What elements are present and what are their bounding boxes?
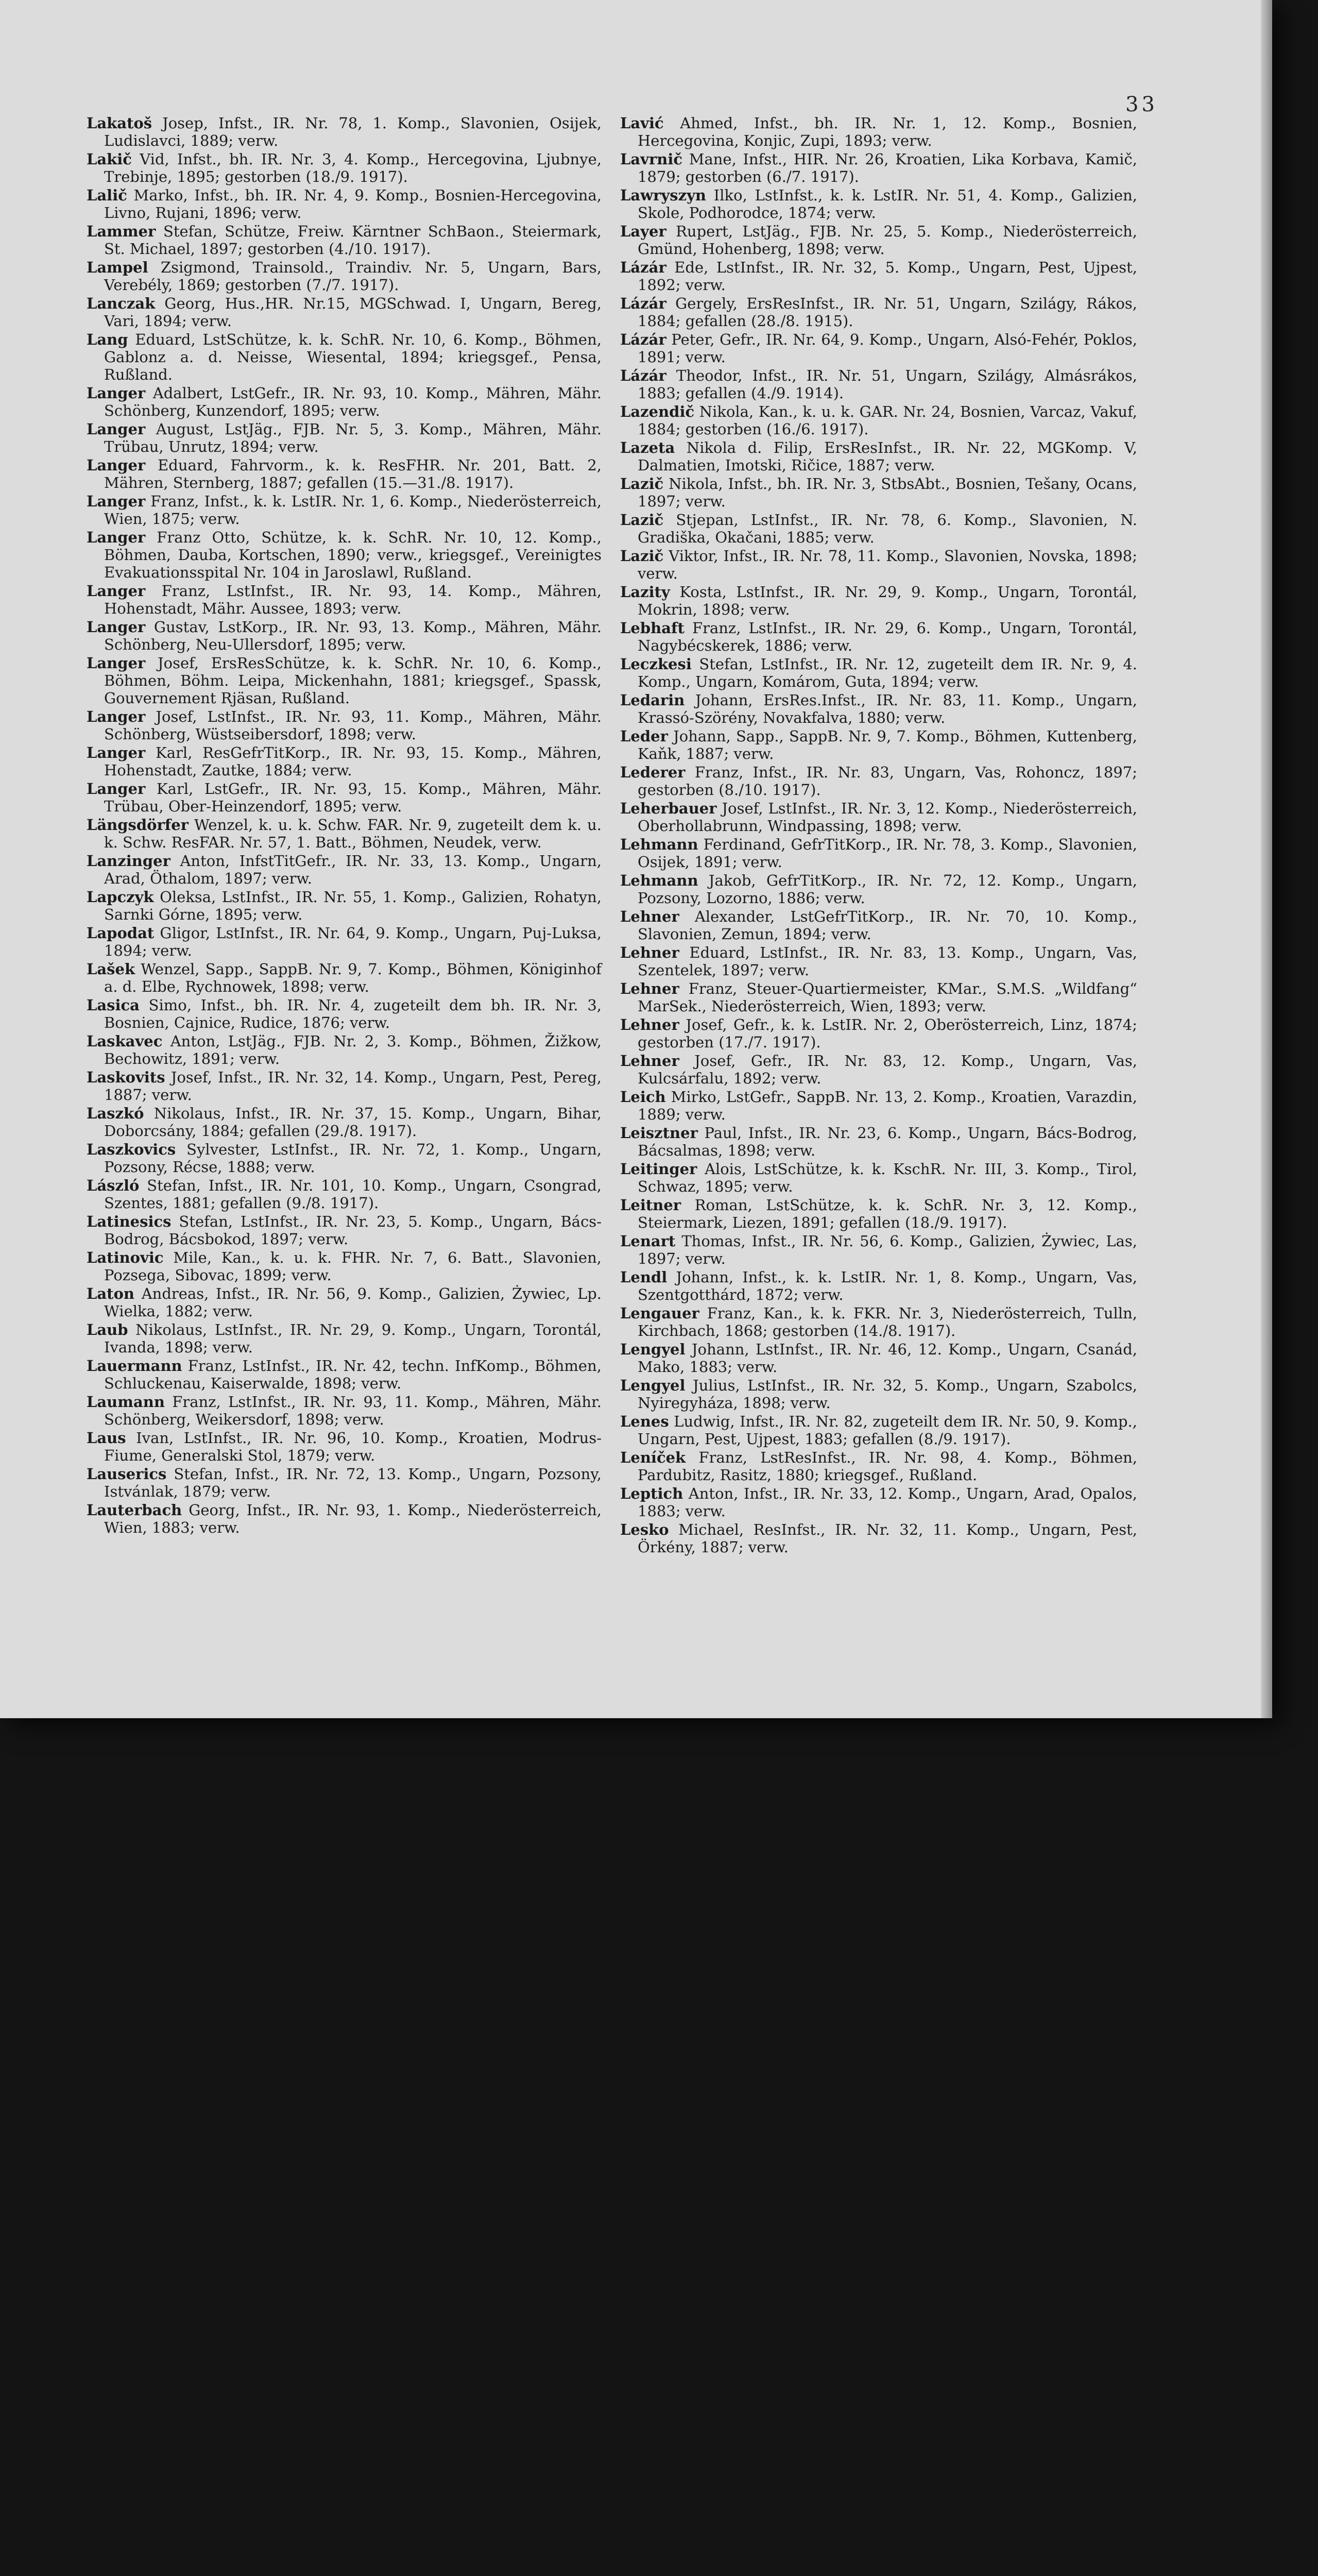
entry-details: Ilko, LstInfst., k. k. LstIR. Nr. 51, 4. Komp., Galizien, Skole, Podhorodce, 1874; verw. (638, 187, 1137, 222)
entry-surname: Langer (87, 529, 146, 546)
register-entry (87, 780, 602, 815)
register-entry (620, 655, 1137, 690)
entry-surname: Lazeta (620, 439, 675, 456)
register-entry (87, 187, 602, 222)
register-entry (620, 764, 1137, 799)
entry-details: Theodor, Infst., IR. Nr. 51, Ungarn, Szilágy, Almásrákos, 1883; gefallen (4./9. 1914). (638, 367, 1137, 402)
entry-details: Eduard, Fahrvorm., k. k. ResFHR. Nr. 201, Batt. 2, Mähren, Sternberg, 1887; gefallen (15.—31./8. 1917). (104, 456, 602, 492)
entry-details: Franz, Infst., k. k. LstIR. Nr. 1, 6. Komp., Niederösterreich, Wien, 1875; verw. (104, 493, 602, 528)
register-entry (87, 493, 602, 528)
entry-details: Georg, Infst., IR. Nr. 93, 1. Komp., Niederösterreich, Wien, 1883; verw. (104, 1501, 602, 1536)
register-entry (87, 1213, 602, 1248)
register-entry (87, 816, 602, 851)
entry-details: Johann, ErsRes.Infst., IR. Nr. 83, 11. Komp., Ungarn, Krassó-Szörény, Novakfalva, 1880; verw. (638, 691, 1137, 726)
register-entry (87, 114, 602, 149)
right-column (620, 114, 1137, 1557)
entry-surname: Langer (87, 384, 146, 402)
register-entry (87, 1429, 602, 1464)
entry-surname: Laszkovics (87, 1141, 176, 1158)
entry-details: Rupert, LstJäg., FJB. Nr. 25, 5. Komp., Niederösterreich, Gmünd, Hohenberg, 1898; verw. (638, 223, 1137, 258)
register-entry (620, 1485, 1137, 1520)
register-entry (87, 708, 602, 743)
register-entry (620, 367, 1137, 402)
entry-surname: Lehner (620, 908, 679, 925)
entry-details: Josef, Infst., IR. Nr. 32, 14. Komp., Ungarn, Pest, Pereg, 1887; verw. (104, 1069, 602, 1104)
entry-details: Stefan, Infst., IR. Nr. 101, 10. Komp., Ungarn, Csongrad, Szentes, 1881; gefallen (9./8. 1917). (104, 1177, 602, 1212)
entry-details: Sylvester, LstInfst., IR. Nr. 72, 1. Komp., Ungarn, Pozsony, Récse, 1888; verw. (104, 1141, 602, 1176)
entry-details: Viktor, Infst., IR. Nr. 78, 11. Komp., Slavonien, Novska, 1898; verw. (638, 547, 1137, 582)
entry-surname: Lazič (620, 475, 664, 493)
entry-surname: Langer (87, 618, 146, 636)
register-entry (87, 295, 602, 330)
entry-surname: Laskavec (87, 1032, 163, 1050)
register-entry (87, 996, 602, 1031)
entry-surname: Lazič (620, 547, 664, 565)
register-entry (620, 1341, 1137, 1376)
register-entry (87, 529, 602, 581)
entry-surname: Lázár (620, 259, 666, 276)
register-entry (87, 744, 602, 779)
register-entry (620, 1449, 1137, 1484)
register-entry (620, 800, 1137, 835)
register-entry (87, 1321, 602, 1356)
register-entry (87, 1285, 602, 1320)
register-entry (87, 1105, 602, 1140)
entry-surname: Layer (620, 223, 666, 240)
register-entry (620, 1196, 1137, 1231)
entry-details: Josef, Gefr., k. k. LstIR. Nr. 2, Oberösterreich, Linz, 1874; gestorben (17./7. 1917). (638, 1016, 1137, 1051)
entry-details: Josep, Infst., IR. Nr. 78, 1. Komp., Slavonien, Osijek, Ludislavci, 1889; verw. (104, 114, 602, 149)
entry-surname: Lavrnič (620, 150, 683, 168)
entry-details: Franz, LstResInfst., IR. Nr. 98, 4. Komp., Böhmen, Pardubitz, Rasitz, 1880; kriegsgef., Rußland. (638, 1449, 1137, 1484)
register-entry (87, 1032, 602, 1067)
entry-details: Johann, Infst., k. k. LstIR. Nr. 1, 8. Komp., Ungarn, Vas, Szentgotthárd, 1872; verw. (638, 1268, 1137, 1303)
entry-surname: Lehner (620, 980, 679, 997)
entry-details: Paul, Infst., IR. Nr. 23, 6. Komp., Ungarn, Bács-Bodrog, Bácsalmas, 1898; verw. (638, 1124, 1137, 1159)
entry-surname: Leder (620, 727, 668, 745)
entry-surname: Leitinger (620, 1160, 697, 1178)
entry-details: Kosta, LstInfst., IR. Nr. 29, 9. Komp., Ungarn, Torontál, Mokrin, 1898; verw. (638, 583, 1137, 618)
entry-details: Gergely, ErsResInfst., IR. Nr. 51, Ungarn, Szilágy, Rákos, 1884; gefallen (28./8. 1915). (638, 295, 1137, 330)
entry-details: Franz, LstInfst., IR. Nr. 93, 14. Komp., Mähren, Hohenstadt, Mähr. Aussee, 1893; verw. (104, 582, 602, 617)
entry-details: Nikolaus, Infst., IR. Nr. 37, 15. Komp., Ungarn, Bihar, Doborcsány, 1884; gefallen (29./8. 1917). (104, 1105, 602, 1140)
left-column (87, 114, 602, 1537)
entry-surname: Laskovits (87, 1069, 165, 1086)
entry-surname: Lang (87, 331, 128, 348)
register-entry (87, 582, 602, 617)
register-entry (87, 259, 602, 294)
register-entry (620, 1268, 1137, 1303)
register-entry (87, 1249, 602, 1284)
entry-surname: Lakič (87, 150, 132, 168)
entry-details: Nikola d. Filip, ErsResInfst., IR. Nr. 22, MGKomp. V, Dalmatien, Imotski, Ričice, 1887; verw. (638, 439, 1137, 474)
entry-details: Anton, LstJäg., FJB. Nr. 2, 3. Komp., Böhmen, Žižkow, Bechowitz, 1891; verw. (104, 1032, 602, 1067)
entry-details: Eduard, LstInfst., IR. Nr. 83, 13. Komp., Ungarn, Vas, Szentelek, 1897; verw. (638, 944, 1137, 979)
entry-surname: Langer (87, 780, 146, 798)
register-entry (620, 439, 1137, 474)
entry-surname: Langer (87, 582, 146, 600)
entry-surname: Laton (87, 1285, 135, 1302)
entry-details: Stefan, LstInfst., IR. Nr. 12, zugeteilt dem IR. Nr. 9, 4. Komp., Ungarn, Komárom, Guta, 1894; verw. (638, 655, 1137, 690)
entry-surname: Lederer (620, 764, 686, 781)
entry-surname: Lammer (87, 223, 156, 240)
entry-surname: Lauserics (87, 1465, 167, 1483)
entry-surname: Leczkesi (620, 655, 692, 673)
entry-details: Thomas, Infst., IR. Nr. 56, 6. Komp., Galizien, Żywiec, Las, 1897; verw. (638, 1232, 1137, 1267)
register-entry (620, 150, 1137, 185)
entry-surname: Lapczyk (87, 888, 154, 906)
entry-surname: Laumann (87, 1393, 165, 1411)
entry-details: Mile, Kan., k. u. k. FHR. Nr. 7, 6. Batt., Slavonien, Pozsega, Sibovac, 1899; verw. (104, 1249, 602, 1284)
register-entry (620, 1016, 1137, 1051)
register-entry (87, 331, 602, 383)
entry-surname: Langer (87, 493, 146, 510)
entry-details: Josef, ErsResSchütze, k. k. SchR. Nr. 10, 6. Komp., Böhmen, Böhm. Leipa, Mickenhahn, 1881; kriegsgef., Spassk, Gouvernement Rjäsan, Rußland. (104, 654, 602, 707)
register-entry (620, 1052, 1137, 1087)
register-entry (620, 1160, 1137, 1195)
register-entry (87, 852, 602, 887)
entry-details: Mirko, LstGefr., SappB. Nr. 13, 2. Komp., Kroatien, Varazdin, 1889; verw. (638, 1088, 1137, 1123)
entry-details: Roman, LstSchütze, k. k. SchR. Nr. 3, 12. Komp., Steiermark, Liezen, 1891; gefallen (18./9. 1917). (638, 1196, 1137, 1231)
entry-details: Nikolaus, LstInfst., IR. Nr. 29, 9. Komp., Ungarn, Torontál, Ivanda, 1898; verw. (104, 1321, 602, 1356)
entry-surname: Latinovic (87, 1249, 164, 1266)
entry-details: Simo, Infst., bh. IR. Nr. 4, zugeteilt dem bh. IR. Nr. 3, Bosnien, Cajnice, Rudice, 1876; verw. (104, 996, 602, 1031)
register-entry (620, 1088, 1137, 1123)
register-entry (87, 420, 602, 455)
entry-details: August, LstJäg., FJB. Nr. 5, 3. Komp., Mähren, Mähr. Trübau, Unrutz, 1894; verw. (104, 420, 602, 455)
entry-details: Gustav, LstKorp., IR. Nr. 93, 13. Komp., Mähren, Mähr. Schönberg, Neu-Ullersdorf, 1895; verw. (104, 618, 602, 653)
entry-surname: Lazity (620, 583, 670, 601)
register-entry (620, 187, 1137, 222)
entry-surname: Lesko (620, 1521, 669, 1538)
entry-surname: Lampel (87, 259, 148, 276)
entry-details: Josef, Gefr., IR. Nr. 83, 12. Komp., Ungarn, Vas, Kulcsárfalu, 1892; verw. (638, 1052, 1137, 1087)
entry-details: Nikola, Infst., bh. IR. Nr. 3, StbsAbt., Bosnien, Tešany, Ocans, 1897; verw. (638, 475, 1137, 510)
entry-details: Zsigmond, Trainsold., Traindiv. Nr. 5, Ungarn, Bars, Verebély, 1869; gestorben (7./7. 1917). (104, 259, 602, 294)
entry-details: Ede, LstInfst., IR. Nr. 32, 5. Komp., Ungarn, Pest, Ujpest, 1892; verw. (638, 259, 1137, 294)
register-entry (620, 691, 1137, 726)
entry-details: Michael, ResInfst., IR. Nr. 32, 11. Komp., Ungarn, Pest, Örkény, 1887; verw. (638, 1521, 1137, 1556)
entry-details: Franz, Kan., k. k. FKR. Nr. 3, Niederösterreich, Tulln, Kirchbach, 1868; gestorben (14./8. 1917). (638, 1304, 1137, 1340)
register-entry (87, 150, 602, 185)
page-edge (1261, 0, 1272, 1718)
register-entry (87, 1465, 602, 1500)
entry-details: Jakob, GefrTitKorp., IR. Nr. 72, 12. Komp., Ungarn, Pozsony, Lozorno, 1886; verw. (638, 872, 1137, 907)
entry-details: Franz, LstInfst., IR. Nr. 93, 11. Komp., Mähren, Mähr. Schönberg, Weikersdorf, 1898; verw. (104, 1393, 602, 1428)
entry-details: Alois, LstSchütze, k. k. KschR. Nr. III, 3. Komp., Tirol, Schwaz, 1895; verw. (638, 1160, 1137, 1195)
register-entry (87, 223, 602, 258)
register-entry (87, 618, 602, 653)
entry-details: Eduard, LstSchütze, k. k. SchR. Nr. 10, 6. Komp., Böhmen, Gablonz a. d. Neisse, Wiesental, 1894; kriegsgef., Pensa, Rußland. (104, 331, 602, 383)
entry-details: Franz, Infst., IR. Nr. 83, Ungarn, Vas, Rohoncz, 1897; gestorben (8./10. 1917). (638, 764, 1137, 799)
entry-surname: Lebhaft (620, 619, 684, 637)
entry-surname: Langer (87, 708, 146, 725)
entry-details: Ivan, LstInfst., IR. Nr. 96, 10. Komp., Kroatien, Modrus-Fiume, Generalski Stol, 1879; verw. (104, 1429, 602, 1464)
entry-details: Alexander, LstGefrTitKorp., IR. Nr. 70, 10. Komp., Slavonien, Zemun, 1894; verw. (638, 908, 1137, 943)
entry-details: Anton, InfstTitGefr., IR. Nr. 33, 13. Komp., Ungarn, Arad, Öthalom, 1897; verw. (104, 852, 602, 887)
entry-surname: Lengyel (620, 1377, 686, 1394)
entry-surname: Lehmann (620, 836, 698, 853)
register-entry (620, 836, 1137, 871)
entry-surname: Lavić (620, 114, 664, 132)
entry-details: Franz, LstInfst., IR. Nr. 29, 6. Komp., Ungarn, Torontál, Nagybécskerek, 1886; verw. (638, 619, 1137, 654)
register-entry (620, 583, 1137, 618)
entry-surname: Lengyel (620, 1341, 686, 1358)
entry-details: Franz, Steuer-Quartiermeister, KMar., S.M.S. „Wildfang“ MarSek., Niederösterreich, Wien, 1893; verw. (638, 980, 1137, 1015)
entry-details: Nikola, Kan., k. u. k. GAR. Nr. 24, Bosnien, Varcaz, Vakuf, 1884; gestorben (16./6. 1917). (638, 403, 1137, 438)
entry-details: Ludwig, Infst., IR. Nr. 82, zugeteilt dem IR. Nr. 50, 9. Komp., Ungarn, Pest, Ujpest, 1883; gefallen (8./9. 1917). (638, 1413, 1137, 1448)
entry-details: Vid, Infst., bh. IR. Nr. 3, 4. Komp., Hercegovina, Ljubnye, Trebinje, 1895; gestorben (18./9. 1917). (104, 150, 602, 185)
entry-surname: Leitner (620, 1196, 681, 1214)
entry-surname: László (87, 1177, 140, 1194)
entry-surname: Längsdörfer (87, 816, 189, 834)
entry-surname: Lanczak (87, 295, 156, 312)
entry-surname: Lazič (620, 511, 664, 529)
register-entry (620, 1413, 1137, 1448)
entry-details: Stefan, LstInfst., IR. Nr. 23, 5. Komp., Ungarn, Bács-Bodrog, Bácsbokod, 1897; verw. (104, 1213, 602, 1248)
register-entry (620, 980, 1137, 1015)
entry-surname: Lázár (620, 295, 666, 312)
register-entry (620, 944, 1137, 979)
register-entry (87, 456, 602, 492)
entry-details: Georg, Hus.,HR. Nr.15, MGSchwad. I, Ungarn, Bereg, Vari, 1894; verw. (104, 295, 602, 330)
register-entry (620, 872, 1137, 907)
register-entry (620, 908, 1137, 943)
entry-surname: Leich (620, 1088, 666, 1106)
register-entry (620, 403, 1137, 438)
entry-surname: Laus (87, 1429, 126, 1447)
entry-details: Anton, Infst., IR. Nr. 33, 12. Komp., Ungarn, Arad, Opalos, 1883; verw. (638, 1485, 1137, 1520)
entry-surname: Lauterbach (87, 1501, 182, 1519)
entry-surname: Langer (87, 744, 146, 761)
register-entry (87, 1069, 602, 1104)
register-entry (620, 547, 1137, 582)
entry-surname: Leherbauer (620, 800, 717, 817)
register-entry (87, 960, 602, 995)
entry-details: Johann, Sapp., SappB. Nr. 9, 7. Komp., Böhmen, Kuttenberg, Kaňk, 1887; verw. (638, 727, 1137, 762)
entry-surname: Lapodat (87, 924, 155, 942)
entry-surname: Lauermann (87, 1357, 182, 1375)
entry-details: Stefan, Infst., IR. Nr. 72, 13. Komp., Ungarn, Pozsony, Istvánlak, 1879; verw. (104, 1465, 602, 1500)
register-entry (87, 1393, 602, 1428)
entry-details: Andreas, Infst., IR. Nr. 56, 9. Komp., Galizien, Żywiec, Lp. Wielka, 1882; verw. (104, 1285, 602, 1320)
entry-details: Franz, LstInfst., IR. Nr. 42, techn. InfKomp., Böhmen, Schluckenau, Kaiserwalde, 1898; verw. (104, 1357, 602, 1392)
register-entry (620, 1521, 1137, 1556)
register-entry (620, 727, 1137, 762)
entry-surname: Langer (87, 456, 146, 474)
register-entry (87, 924, 602, 959)
entry-surname: Lanzinger (87, 852, 170, 870)
entry-surname: Lázár (620, 367, 666, 384)
entry-surname: Lehmann (620, 872, 698, 889)
entry-details: Marko, Infst., bh. IR. Nr. 4, 9. Komp., Bosnien-Hercegovina, Livno, Rujani, 1896; verw. (104, 187, 602, 222)
entry-surname: Leptich (620, 1485, 683, 1502)
entry-surname: Langer (87, 654, 146, 672)
entry-details: Peter, Gefr., IR. Nr. 64, 9. Komp., Ungarn, Alsó-Fehér, Poklos, 1891; verw. (638, 331, 1137, 366)
entry-surname: Lenart (620, 1232, 676, 1250)
entry-surname: Laszkó (87, 1105, 144, 1122)
register-entry (620, 295, 1137, 330)
register-entry (620, 1232, 1137, 1267)
register-entry (87, 1141, 602, 1176)
page-number: 33 (1125, 93, 1158, 116)
register-entry (87, 888, 602, 923)
entry-surname: Lázár (620, 331, 666, 348)
viewer-footer (0, 1718, 1318, 1835)
entry-surname: Lazendič (620, 403, 695, 420)
entry-details: Franz Otto, Schütze, k. k. SchR. Nr. 10, 12. Komp., Böhmen, Dauba, Kortschen, 1890; verw., kriegsgef., Vereinigtes Evakuationsspital Nr. 104 in Jaroslawl, Rußland. (104, 529, 602, 581)
register-entry (620, 114, 1137, 149)
register-entry (620, 475, 1137, 510)
entry-details: Stjepan, LstInfst., IR. Nr. 78, 6. Komp., Slavonien, N. Gradiška, Okačani, 1885; verw. (638, 511, 1137, 546)
register-entry (620, 619, 1137, 654)
entry-surname: Lengauer (620, 1304, 699, 1322)
entry-surname: Lakatoš (87, 114, 152, 132)
entry-surname: Lawryszyn (620, 187, 707, 204)
register-entry (620, 223, 1137, 258)
entry-surname: Laub (87, 1321, 128, 1338)
entry-details: Adalbert, LstGefr., IR. Nr. 93, 10. Komp., Mähren, Mähr. Schönberg, Kunzendorf, 1895; verw. (104, 384, 602, 419)
register-entry (620, 331, 1137, 366)
register-entry (620, 511, 1137, 546)
register-entry (620, 1377, 1137, 1412)
entry-surname: Leisztner (620, 1124, 698, 1142)
entry-surname: Latinesics (87, 1213, 172, 1230)
register-entry (87, 1501, 602, 1536)
entry-details: Mane, Infst., HIR. Nr. 26, Kroatien, Lika Korbava, Kamič, 1879; gestorben (6./7. 1917). (638, 150, 1137, 185)
entry-surname: Lehner (620, 1016, 679, 1033)
entry-details: Ahmed, Infst., bh. IR. Nr. 1, 12. Komp., Bosnien, Hercegovina, Konjic, Zupi, 1893; verw. (638, 114, 1137, 149)
entry-details: Josef, LstInfst., IR. Nr. 3, 12. Komp., Niederösterreich, Oberhollabrunn, Windpassing, 1898; verw. (638, 800, 1137, 835)
entry-details: Oleksa, LstInfst., IR. Nr. 55, 1. Komp., Galizien, Rohatyn, Sarnki Górne, 1895; verw. (104, 888, 602, 923)
entry-surname: Leníček (620, 1449, 686, 1466)
entry-surname: Lenes (620, 1413, 669, 1430)
entry-details: Ferdinand, GefrTitKorp., IR. Nr. 78, 3. Komp., Slavonien, Osijek, 1891; verw. (638, 836, 1137, 871)
entry-details: Stefan, Schütze, Freiw. Kärntner SchBaon., Steiermark, St. Michael, 1897; gestorben (4./10. 1917). (104, 223, 602, 258)
register-entry (87, 384, 602, 419)
entry-details: Karl, LstGefr., IR. Nr. 93, 15. Komp., Mähren, Mähr. Trübau, Ober-Heinzendorf, 1895; verw. (104, 780, 602, 815)
entry-details: Julius, LstInfst., IR. Nr. 32, 5. Komp., Ungarn, Szabolcs, Nyiregyháza, 1898; verw. (638, 1377, 1137, 1412)
entry-surname: Lehner (620, 1052, 679, 1070)
register-entry (620, 1304, 1137, 1340)
entry-surname: Lašek (87, 960, 135, 978)
register-entry (87, 1177, 602, 1212)
entry-surname: Lalič (87, 187, 127, 204)
register-entry (620, 1124, 1137, 1159)
entry-details: Wenzel, k. u. k. Schw. FAR. Nr. 9, zugeteilt dem k. u. k. Schw. ResFAR. Nr. 57, 1. Batt., Böhmen, Neudek, verw. (104, 816, 602, 851)
register-entry (87, 654, 602, 707)
entry-surname: Langer (87, 420, 146, 438)
entry-surname: Lasica (87, 996, 140, 1014)
entry-details: Wenzel, Sapp., SappB. Nr. 9, 7. Komp., Böhmen, Königinhof a. d. Elbe, Rychnowek, 1898; verw. (104, 960, 602, 995)
entry-details: Gligor, LstInfst., IR. Nr. 64, 9. Komp., Ungarn, Puj-Luksa, 1894; verw. (104, 924, 602, 959)
register-entry (620, 259, 1137, 294)
entry-details: Karl, ResGefrTitKorp., IR. Nr. 93, 15. Komp., Mähren, Hohenstadt, Zautke, 1884; verw. (104, 744, 602, 779)
register-entry (87, 1357, 602, 1392)
entry-surname: Ledarin (620, 691, 685, 709)
entry-details: Josef, LstInfst., IR. Nr. 93, 11. Komp., Mähren, Mähr. Schönberg, Wüstseibersdorf, 1898; verw. (104, 708, 602, 743)
entry-surname: Lehner (620, 944, 679, 961)
entry-surname: Lendl (620, 1268, 667, 1286)
entry-details: Johann, LstInfst., IR. Nr. 46, 12. Komp., Ungarn, Csanád, Mako, 1883; verw. (638, 1341, 1137, 1376)
